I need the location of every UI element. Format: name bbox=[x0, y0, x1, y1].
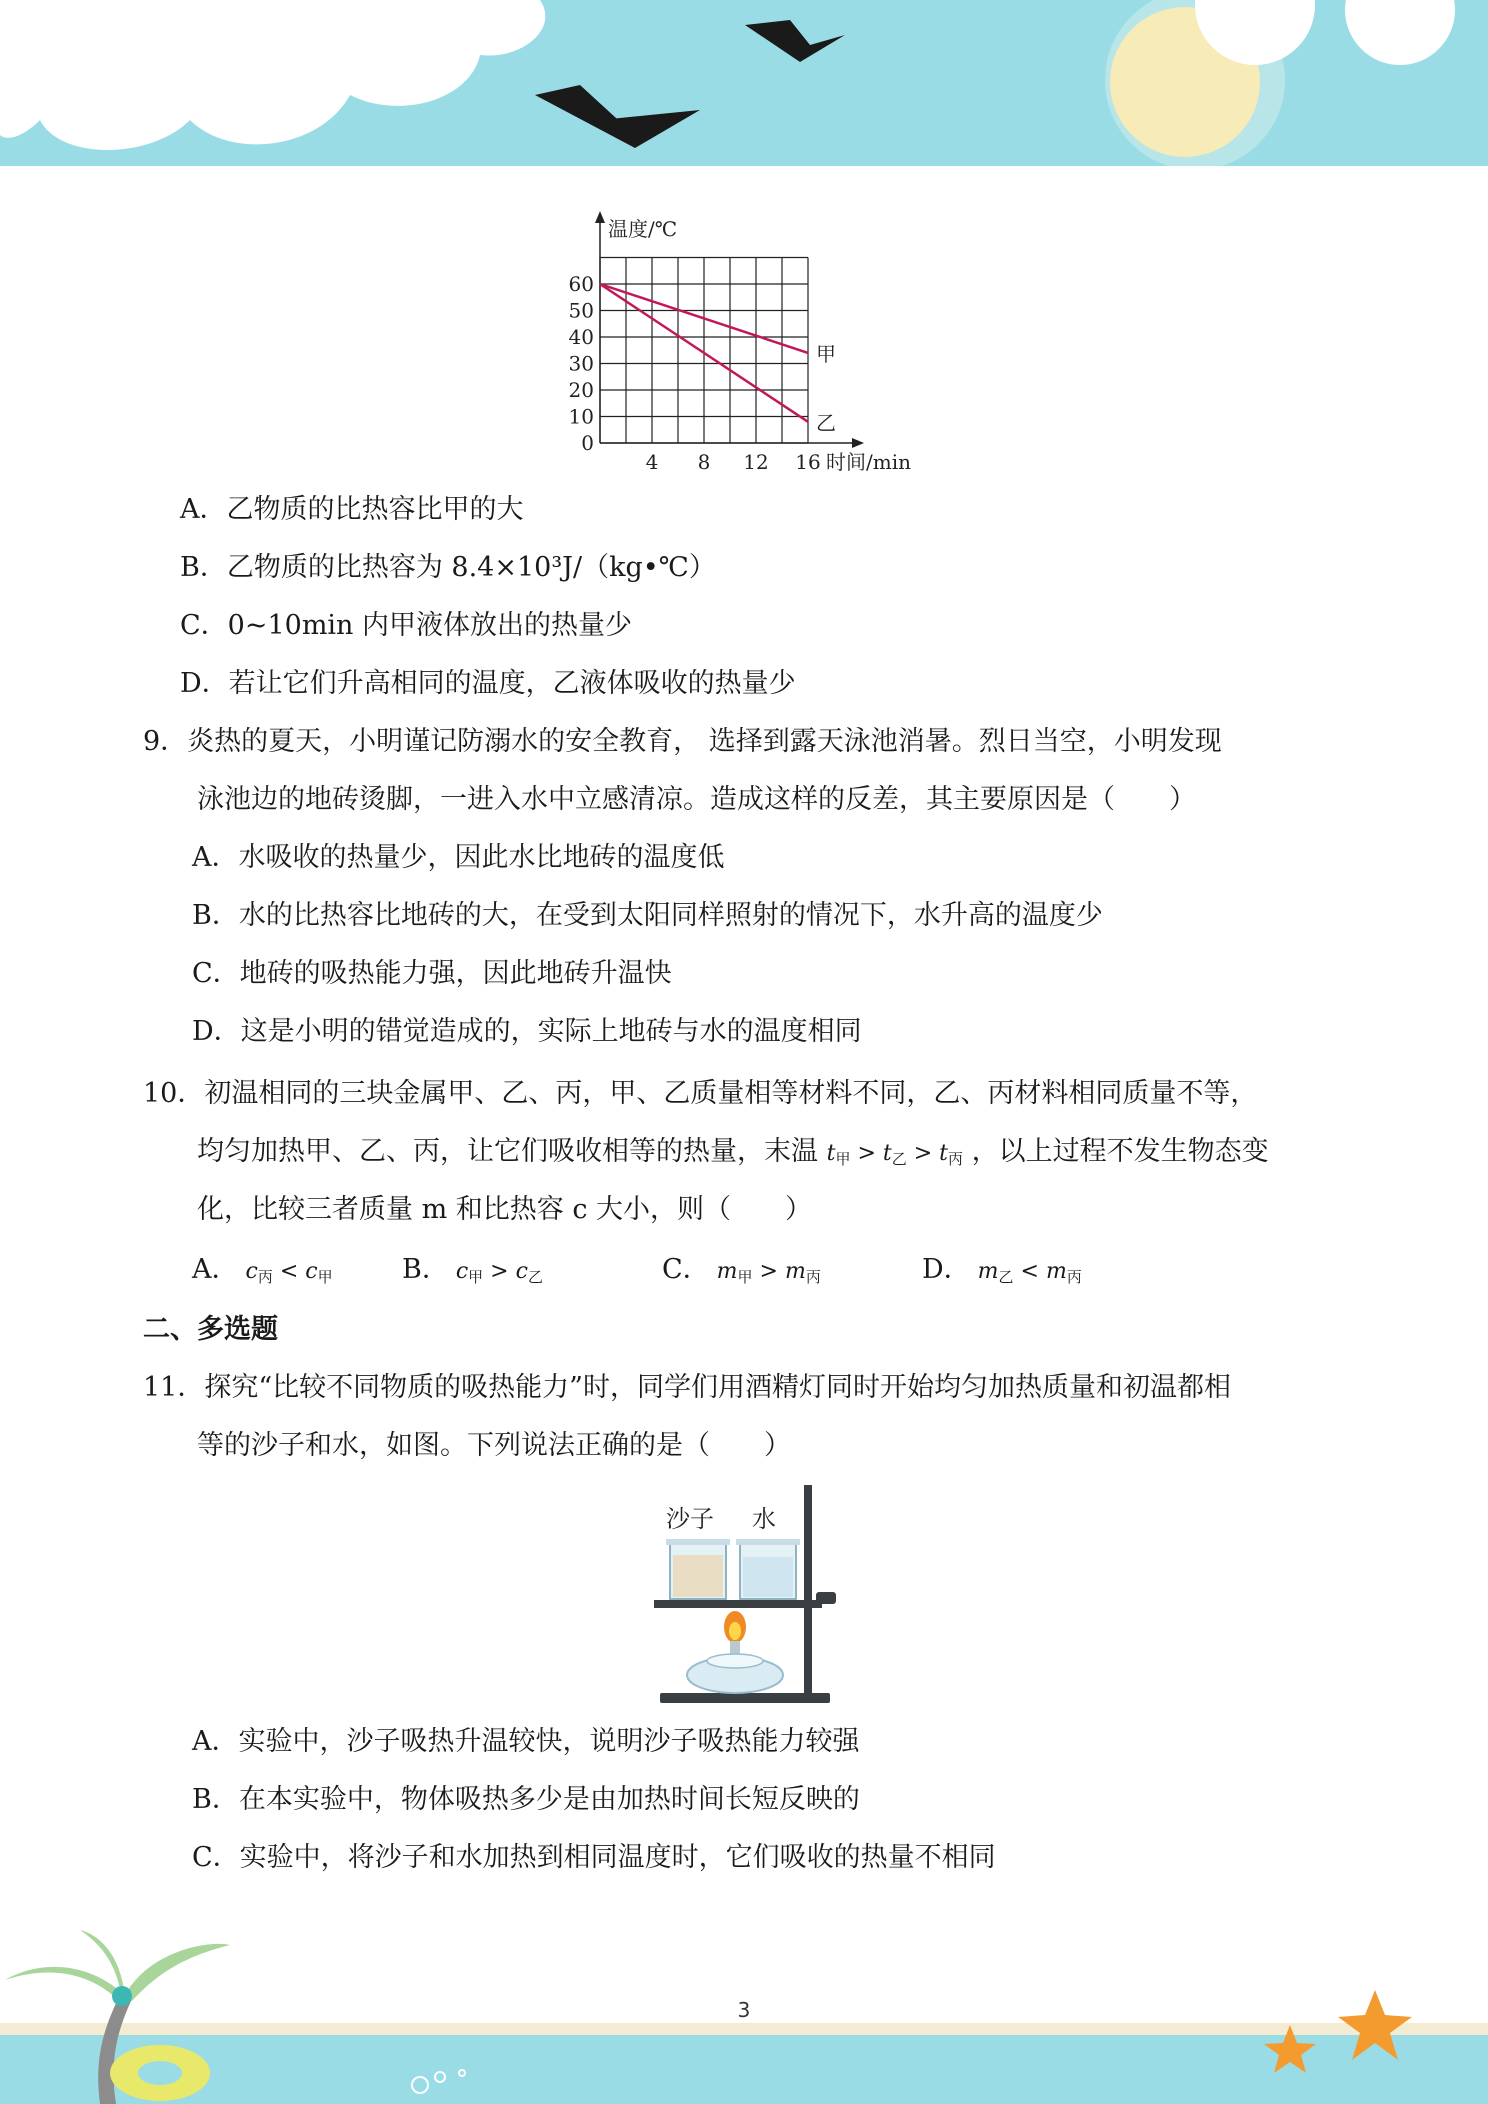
x-tick-label: 8 bbox=[697, 450, 711, 474]
q11-option-c: C．实验中，将沙子和水加热到相同温度时，它们吸收的热量不相同 bbox=[192, 1842, 996, 1873]
q8-option-d: D．若让它们升高相同的温度，乙液体吸收的热量少 bbox=[180, 668, 796, 699]
alcohol-lamp-icon bbox=[687, 1641, 783, 1693]
header-banner bbox=[0, 0, 1488, 166]
y-tick-label: 10 bbox=[568, 404, 594, 429]
stand-base-icon bbox=[660, 1693, 830, 1703]
q11-option-a: A．实验中，沙子吸热升温较快，说明沙子吸热能力较强 bbox=[192, 1726, 860, 1757]
q9-option-b: B．水的比热容比地砖的大，在受到太阳同样照射的情况下，水升高的温度少 bbox=[192, 900, 1103, 931]
section-title-multiple-choice: 二、多选题 bbox=[143, 1314, 278, 1345]
swim-ring-icon bbox=[110, 2045, 210, 2101]
x-axis-label: 时间/min bbox=[826, 450, 911, 474]
y-tick-label: 40 bbox=[568, 325, 594, 349]
q9-option-c: C．地砖的吸热能力强，因此地砖升温快 bbox=[192, 958, 672, 989]
q10-option-b: B． $c_甲 > c_乙$ bbox=[402, 1254, 543, 1286]
footer-banner bbox=[0, 1895, 1488, 2104]
label-sand: 沙子 bbox=[666, 1505, 714, 1533]
y-tick-label: 60 bbox=[568, 272, 594, 296]
q9-option-a: A．水吸收的热量少，因此水比地砖的温度低 bbox=[192, 842, 725, 873]
q10-option-c: C． $m_甲 > m_丙$ bbox=[662, 1254, 821, 1286]
q8-option-b: B．乙物质的比热容为 8.4×10³J/（kg•℃） bbox=[180, 552, 716, 583]
beaker-water-icon bbox=[736, 1539, 800, 1599]
y-axis-label: 温度/℃ bbox=[608, 217, 678, 241]
x-axis-arrow bbox=[852, 438, 864, 448]
q10-option-a: A． $c_丙 < c_甲$ bbox=[192, 1254, 333, 1286]
q10-stem-line1: 10．初温相同的三块金属甲、乙、丙，甲、乙质量相等材料不同，乙、丙材料相同质量不等， bbox=[143, 1078, 1258, 1109]
q8-option-a: A．乙物质的比热容比甲的大 bbox=[180, 494, 524, 525]
wire-gauze-icon bbox=[654, 1600, 822, 1608]
q8-option-c: C．0~10min 内甲液体放出的热量少 bbox=[180, 610, 633, 641]
q9-stem-line2: 泳池边的地砖烫脚，一进入水中立感清凉。造成这样的反差，其主要原因是（ ） bbox=[197, 784, 1196, 815]
y-tick-label: 20 bbox=[568, 378, 594, 402]
apparatus-svg bbox=[640, 1475, 860, 1710]
x-tick-label: 16 bbox=[795, 450, 821, 474]
series-label: 乙 bbox=[816, 410, 836, 435]
x-tick-label: 12 bbox=[743, 450, 769, 474]
q10-line2-pre: 均匀加热甲、乙、丙，让它们吸收相等的热量，末温 bbox=[197, 1136, 818, 1167]
flame-icon bbox=[724, 1611, 746, 1643]
page-number: 3 bbox=[737, 1998, 751, 2022]
y-tick-label: 30 bbox=[568, 351, 594, 376]
q10-stem-line3: 化，比较三者质量 m 和比热容 c 大小，则（ ） bbox=[197, 1194, 813, 1225]
chart-svg bbox=[540, 205, 940, 480]
heating-apparatus-figure bbox=[640, 1475, 860, 1710]
temperature-time-chart bbox=[540, 205, 940, 480]
q9-option-d: D．这是小明的错觉造成的，实际上地砖与水的温度相同 bbox=[192, 1016, 862, 1047]
q11-option-b: B．在本实验中，物体吸热多少是由加热时间长短反映的 bbox=[192, 1784, 860, 1815]
y-axis-arrow bbox=[595, 211, 605, 223]
stand-rod-icon bbox=[804, 1485, 812, 1695]
q11-stem-line2: 等的沙子和水，如图。下列说法正确的是（ ） bbox=[197, 1430, 791, 1461]
y-tick-label: 0 bbox=[581, 431, 594, 455]
q10-line2-post: ，以上过程不发生物态变 bbox=[971, 1136, 1269, 1167]
y-tick-label: 50 bbox=[568, 298, 594, 323]
q10-option-d: D． $m_乙 < m_丙$ bbox=[922, 1254, 1082, 1286]
q11-stem-line1: 11．探究“比较不同物质的吸热能力”时，同学们用酒精灯同时开始均匀加热质量和初温都相 bbox=[143, 1372, 1231, 1403]
sky-decoration bbox=[0, 0, 1488, 166]
x-tick-label: 4 bbox=[645, 450, 659, 474]
label-water: 水 bbox=[752, 1505, 776, 1533]
q10-temp-relation: $t_甲 > t_乙 > t_丙$ bbox=[826, 1141, 964, 1168]
q9-stem-line1: 9．炎热的夏天，小明谨记防溺水的安全教育， 选择到露天泳池消暑。烈日当空，小明发现 bbox=[143, 726, 1222, 757]
beach-decoration bbox=[0, 1895, 1488, 2104]
q10-stem-line2 bbox=[197, 1132, 1269, 1179]
series-label: 甲 bbox=[816, 341, 836, 366]
beaker-sand-icon bbox=[666, 1539, 730, 1599]
